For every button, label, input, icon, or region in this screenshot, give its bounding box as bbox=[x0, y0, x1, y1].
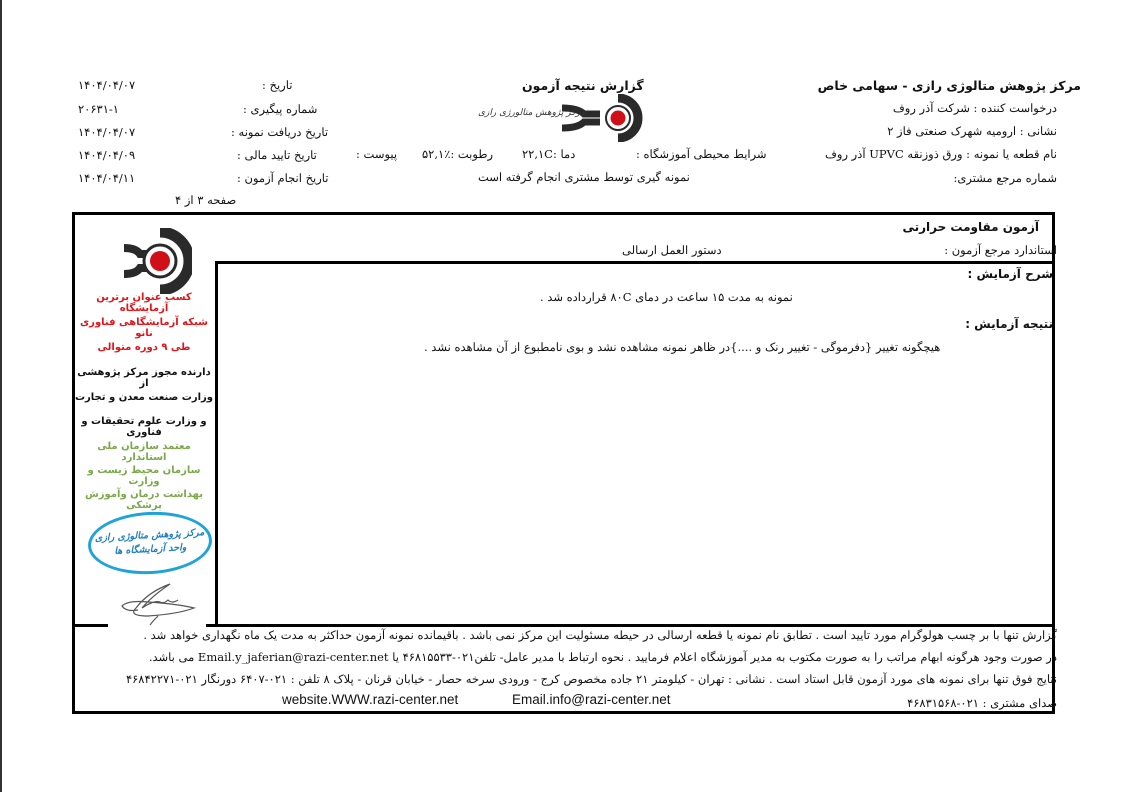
trust-line-3: بهداشت درمان وآموزش پزشکی bbox=[85, 489, 203, 511]
website-link[interactable]: website.WWW.razi-center.net bbox=[282, 692, 459, 707]
logo-caption: مرکز پژوهش متالورژی رازی bbox=[478, 108, 586, 118]
humidity: رطوبت :٪۵۲,۱ bbox=[422, 147, 494, 161]
tracking-value: ۲۰۶۳۱-۱ bbox=[78, 102, 119, 116]
license-line-2: وزارت صنعت معدن و تجارت bbox=[75, 392, 213, 403]
trust-line-1: معتمد سازمان ملی استاندارد bbox=[97, 441, 191, 463]
footer-divider bbox=[72, 624, 1055, 627]
award-line-1: کسب عنوان برترین آزمایشگاه bbox=[96, 292, 192, 314]
description-heading: شرح آزمایش : bbox=[967, 267, 1053, 281]
company-name: مرکز پژوهش متالوژی رازی - سهامی خاص bbox=[817, 78, 1081, 93]
test-date-value: ۱۴۰۴/۰۴/۱۱ bbox=[78, 171, 136, 185]
license-line-1: دارنده مجوز مرکز پژوهشی از bbox=[77, 367, 211, 389]
standard-label: استاندارد مرجع آزمون : bbox=[944, 243, 1057, 257]
award-line-2: شبکه آزمایشگاهی فناوری نانو bbox=[80, 317, 208, 339]
trust-line-2: سازمان محیط زیست و وزارت bbox=[87, 465, 201, 487]
address: نشانی : ارومیه شهرک صنعتی فاز ۲ bbox=[887, 124, 1057, 138]
sidebar-logo-icon bbox=[122, 228, 192, 294]
standard-value: دستور العمل ارسالی bbox=[622, 243, 722, 257]
date-label: تاریخ : bbox=[262, 78, 293, 92]
award-line-3: طی ۹ دوره متوالی bbox=[97, 342, 191, 353]
financial-date-label: تاریخ تایید مالی : bbox=[237, 148, 317, 162]
signature-icon bbox=[108, 578, 204, 626]
received-date-label: تاریخ دریافت نمونه : bbox=[231, 125, 329, 139]
test-date-label: تاریخ انجام آزمون : bbox=[237, 171, 329, 185]
footer-line-1: گزارش تنها با بر چسب هولوگرام مورد تایید است . تطابق نام نمونه یا قطعه ارسالی در حیطه مسئولیت این مرکز نمی باشد . باقیمانده نمونه آزمون حداکثر به مدت یک ماه نگهداری خواهد شد . bbox=[143, 628, 1057, 642]
test-title: آزمون مقاومت حرارتی bbox=[902, 220, 1039, 234]
description-text: نمونه به مدت ۱۵ ساعت در دمای ۸۰C قرارداده شد . bbox=[540, 290, 793, 304]
customer-voice: صدای مشتری : ۰۲۱-۴۶۸۳۱۵۶۸ bbox=[907, 696, 1057, 710]
page-edge bbox=[0, 0, 2, 792]
email-link[interactable]: Email.info@razi-center.net bbox=[512, 692, 671, 707]
report-title: گزارش نتیجه آزمون bbox=[522, 78, 644, 93]
sampling-note: نمونه گیری توسط مشتری انجام گرفته است bbox=[478, 170, 690, 184]
requester: درخواست کننده : شرکت آذر روف bbox=[892, 101, 1057, 115]
sample-name: نام قطعه یا نمونه : ورق ذوزنقه UPVC آذر روف bbox=[825, 147, 1057, 161]
footer-line-2: در صورت وجود هرگونه ابهام مراتب را به صورت مکتوب به مدیر آموزشگاه اعلام فرمایید . نحوه ارتباط با مدیر عامل- تلفن۰۲۱-۴۶۸۱۵۵۳۳ یا Email.y_jaferian@razi-center.net می باشد. bbox=[148, 650, 1057, 664]
result-heading: نتیجه آزمایش : bbox=[965, 317, 1053, 331]
logo-icon bbox=[560, 94, 652, 142]
stamp-line-2: واحد آزمایشگاه ها bbox=[114, 542, 187, 557]
license-line-3: و وزارت علوم تحقیقات و فناوری bbox=[81, 416, 207, 438]
customer-ref: شماره مرجع مشتری: bbox=[953, 171, 1057, 185]
page-indicator: صفحه ۳ از ۴ bbox=[175, 193, 237, 207]
attachment-label: پیوست : bbox=[356, 147, 398, 161]
test-content-section bbox=[215, 261, 1055, 627]
received-date-value: ۱۴۰۴/۰۴/۰۷ bbox=[78, 125, 136, 139]
temperature: دما :۲۲,۱C bbox=[522, 147, 576, 161]
tracking-label: شماره پیگیری : bbox=[243, 102, 318, 116]
env-conditions-label: شرایط محیطی آموزشگاه : bbox=[636, 147, 767, 161]
footer-line-3: نتایج فوق تنها برای نمونه های مورد آزمون قابل استاد است . نشانی : تهران - کیلومتر ۲۱ جاده مخصوص کرج - ورودی سرخه حصار - خیابان قرنان - پلاک ۸ تلفن : ۰۲۱-۶۴۰۷ دورنگار ۰۲۱-۴۶۸۴۲۲۷۱ bbox=[125, 672, 1057, 686]
date-value: ۱۴۰۴/۰۴/۰۷ bbox=[78, 78, 136, 92]
financial-date-value: ۱۴۰۴/۰۴/۰۹ bbox=[78, 148, 136, 162]
result-text: هیچگونه تغییر {دفرموگی - تغییر رنک و ....}در ظاهر نمونه مشاهده نشد و بوی نامطبوع از آن مشاهده نشد . bbox=[424, 340, 941, 354]
stamp-line-1: مرکز پژوهش متالوژی رازی bbox=[94, 527, 205, 544]
